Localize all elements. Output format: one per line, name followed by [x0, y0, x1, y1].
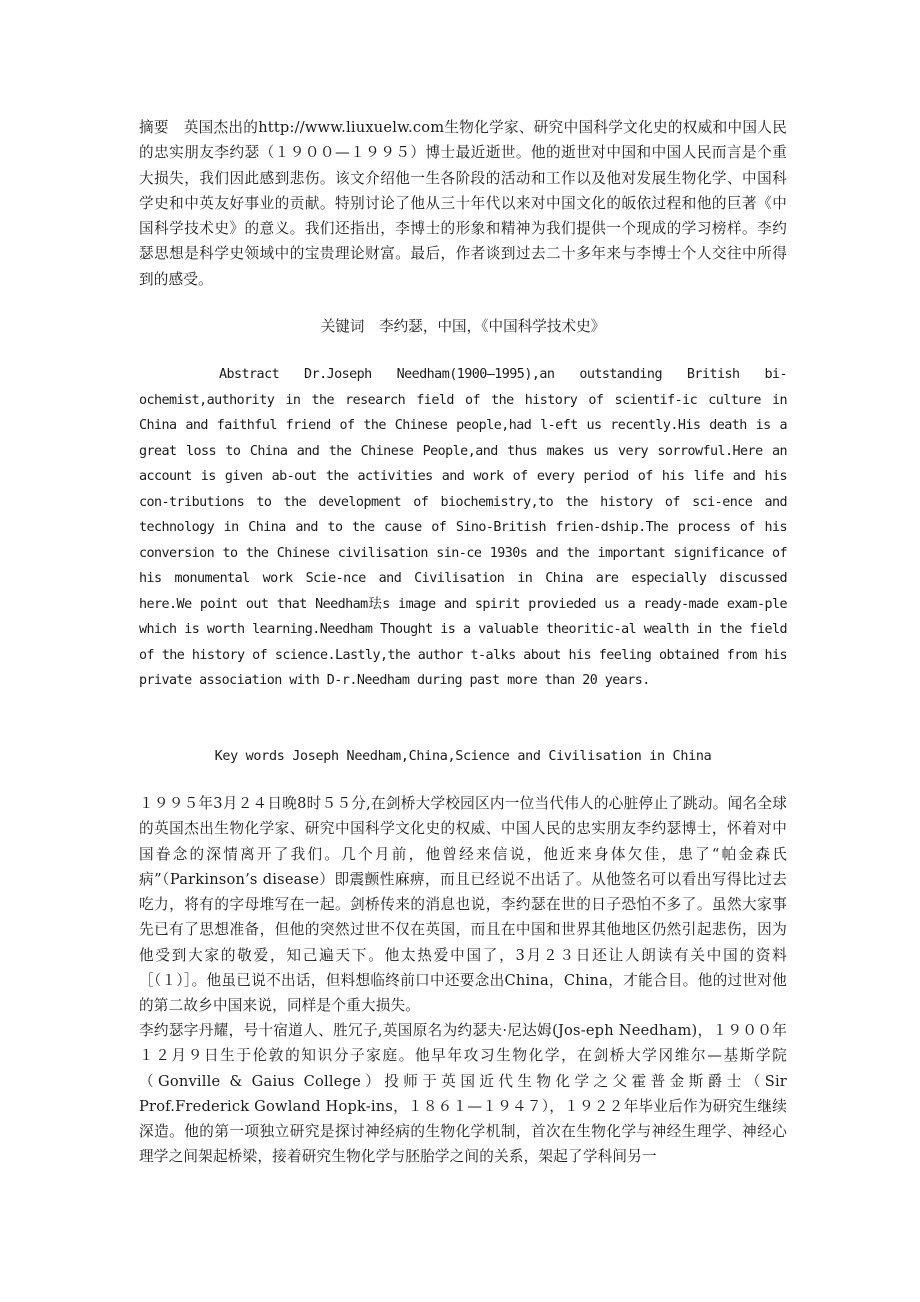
body-paragraph-2: 李约瑟字丹耀，号十宿道人、胜冗子,英国原名为约瑟夫·尼达姆(Jos-eph Needham)，１９００年１２月９日生于伦敦的知识分子家庭。他早年攻习生物化学，在剑桥大学冈维尔—基斯学院（Gonville & Gaius College）投师于英国近代生物化学之父霍普金斯爵士（Sir Prof.Frederick Gowland Hopk-ins，１８６１—１９４７），１９２２年毕业后作为研究生继续深造。他的第一项独立研究是探讨神经病的生物化学机制，首次在生物化学与神经生理学、神经心理学之间架起桥梁，接着研究生物化学与胚胎学之间的关系，架起了学科间另一	[139, 1022, 787, 1166]
keywords-chinese: 关键词 李约瑟，中国，《中国科学技术史》	[320, 318, 606, 335]
abstract-english: Abstract Dr.Joseph Needham(1900—1995),an outstanding British bi-ochemist,authority in the research field of the history of scientif-ic culture in China and faithful friend of the Chinese people,had l-eft us recently.His death is a great loss to China and the Chinese People,and thus makes us very sorrowful.Here an account is given ab-out the activities and work of every period of his life and his con-tributions to the development of biochemistry,to the history of sci-ence and technology in China and to the cause of Sino-British frien-dship.The process of his conversion to the Chinese civilisation sin-ce 1930s and the important significance of his monumental work Scie-nce and Civilisation in China are especially discussed here.We point out that Needham珐s image and spirit provieded us a ready-made exam-ple which is worth learning.Needham Thought is a valuable theoritic-al wealth in the field of the history of science.Lastly,the author t-alks about his feeling obtained from his private association with D-r.Needham during past more than 20 years.	[139, 367, 787, 688]
abstract-chinese: 摘要 英国杰出的http://www.liuxuelw.com生物化学家、研究中国科学文化史的权威和中国人民的忠实朋友李约瑟（１９００—１９９５）博士最近逝世。他的逝世对中国和中国人民而言是个重大损失，我们因此感到悲伤。该文介绍他一生各阶段的活动和工作以及他对发展生物化学、中国科学史和中英友好事业的贡献。特别讨论了他从三十年代以来对中国文化的皈依过程和他的巨著《中国科学技术史》的意义。我们还指出，李博士的形象和精神为我们提供一个现成的学习榜样。李约瑟思想是科学史领域中的宝贵理论财富。最后，作者谈到过去二十多年来与李博士个人交往中所得到的感受。	[139, 119, 787, 288]
keywords-english: Key words Joseph Needham,China,Science and Civilisation in China	[214, 749, 712, 764]
body-paragraph-1: １９９５年3月２４日晚8时５５分,在剑桥大学校园区内一位当代伟人的心脏停止了跳动。闻名全球的英国杰出生物化学家、研究中国科学文化史的权威、中国人民的忠实朋友李约瑟博士，怀着对中国眷念的深情离开了我们。几个月前，他曾经来信说，他近来身体欠佳，患了“帕金森氏病”（Parkinson’s disease）即震颤性麻痹，而且已经说不出话了。从他签名可以看出写得比过去吃力，将有的字母堆写在一起。剑桥传来的消息也说，李约瑟在世的日子恐怕不多了。虽然大家事先已有了思想准备，但他的突然过世不仅在英国，而且在中国和世界其他地区仍然引起悲伤，因为他受到大家的敬爱，知己遍天下。他太热爱中国了，3月２３日还让人朗读有关中国的资料［（１）］。他虽已说不出话，但料想临终前口中还要念出China，China，才能合目。他的过世对他的第二故乡中国来说，同样是个重大损失。	[139, 795, 787, 1015]
